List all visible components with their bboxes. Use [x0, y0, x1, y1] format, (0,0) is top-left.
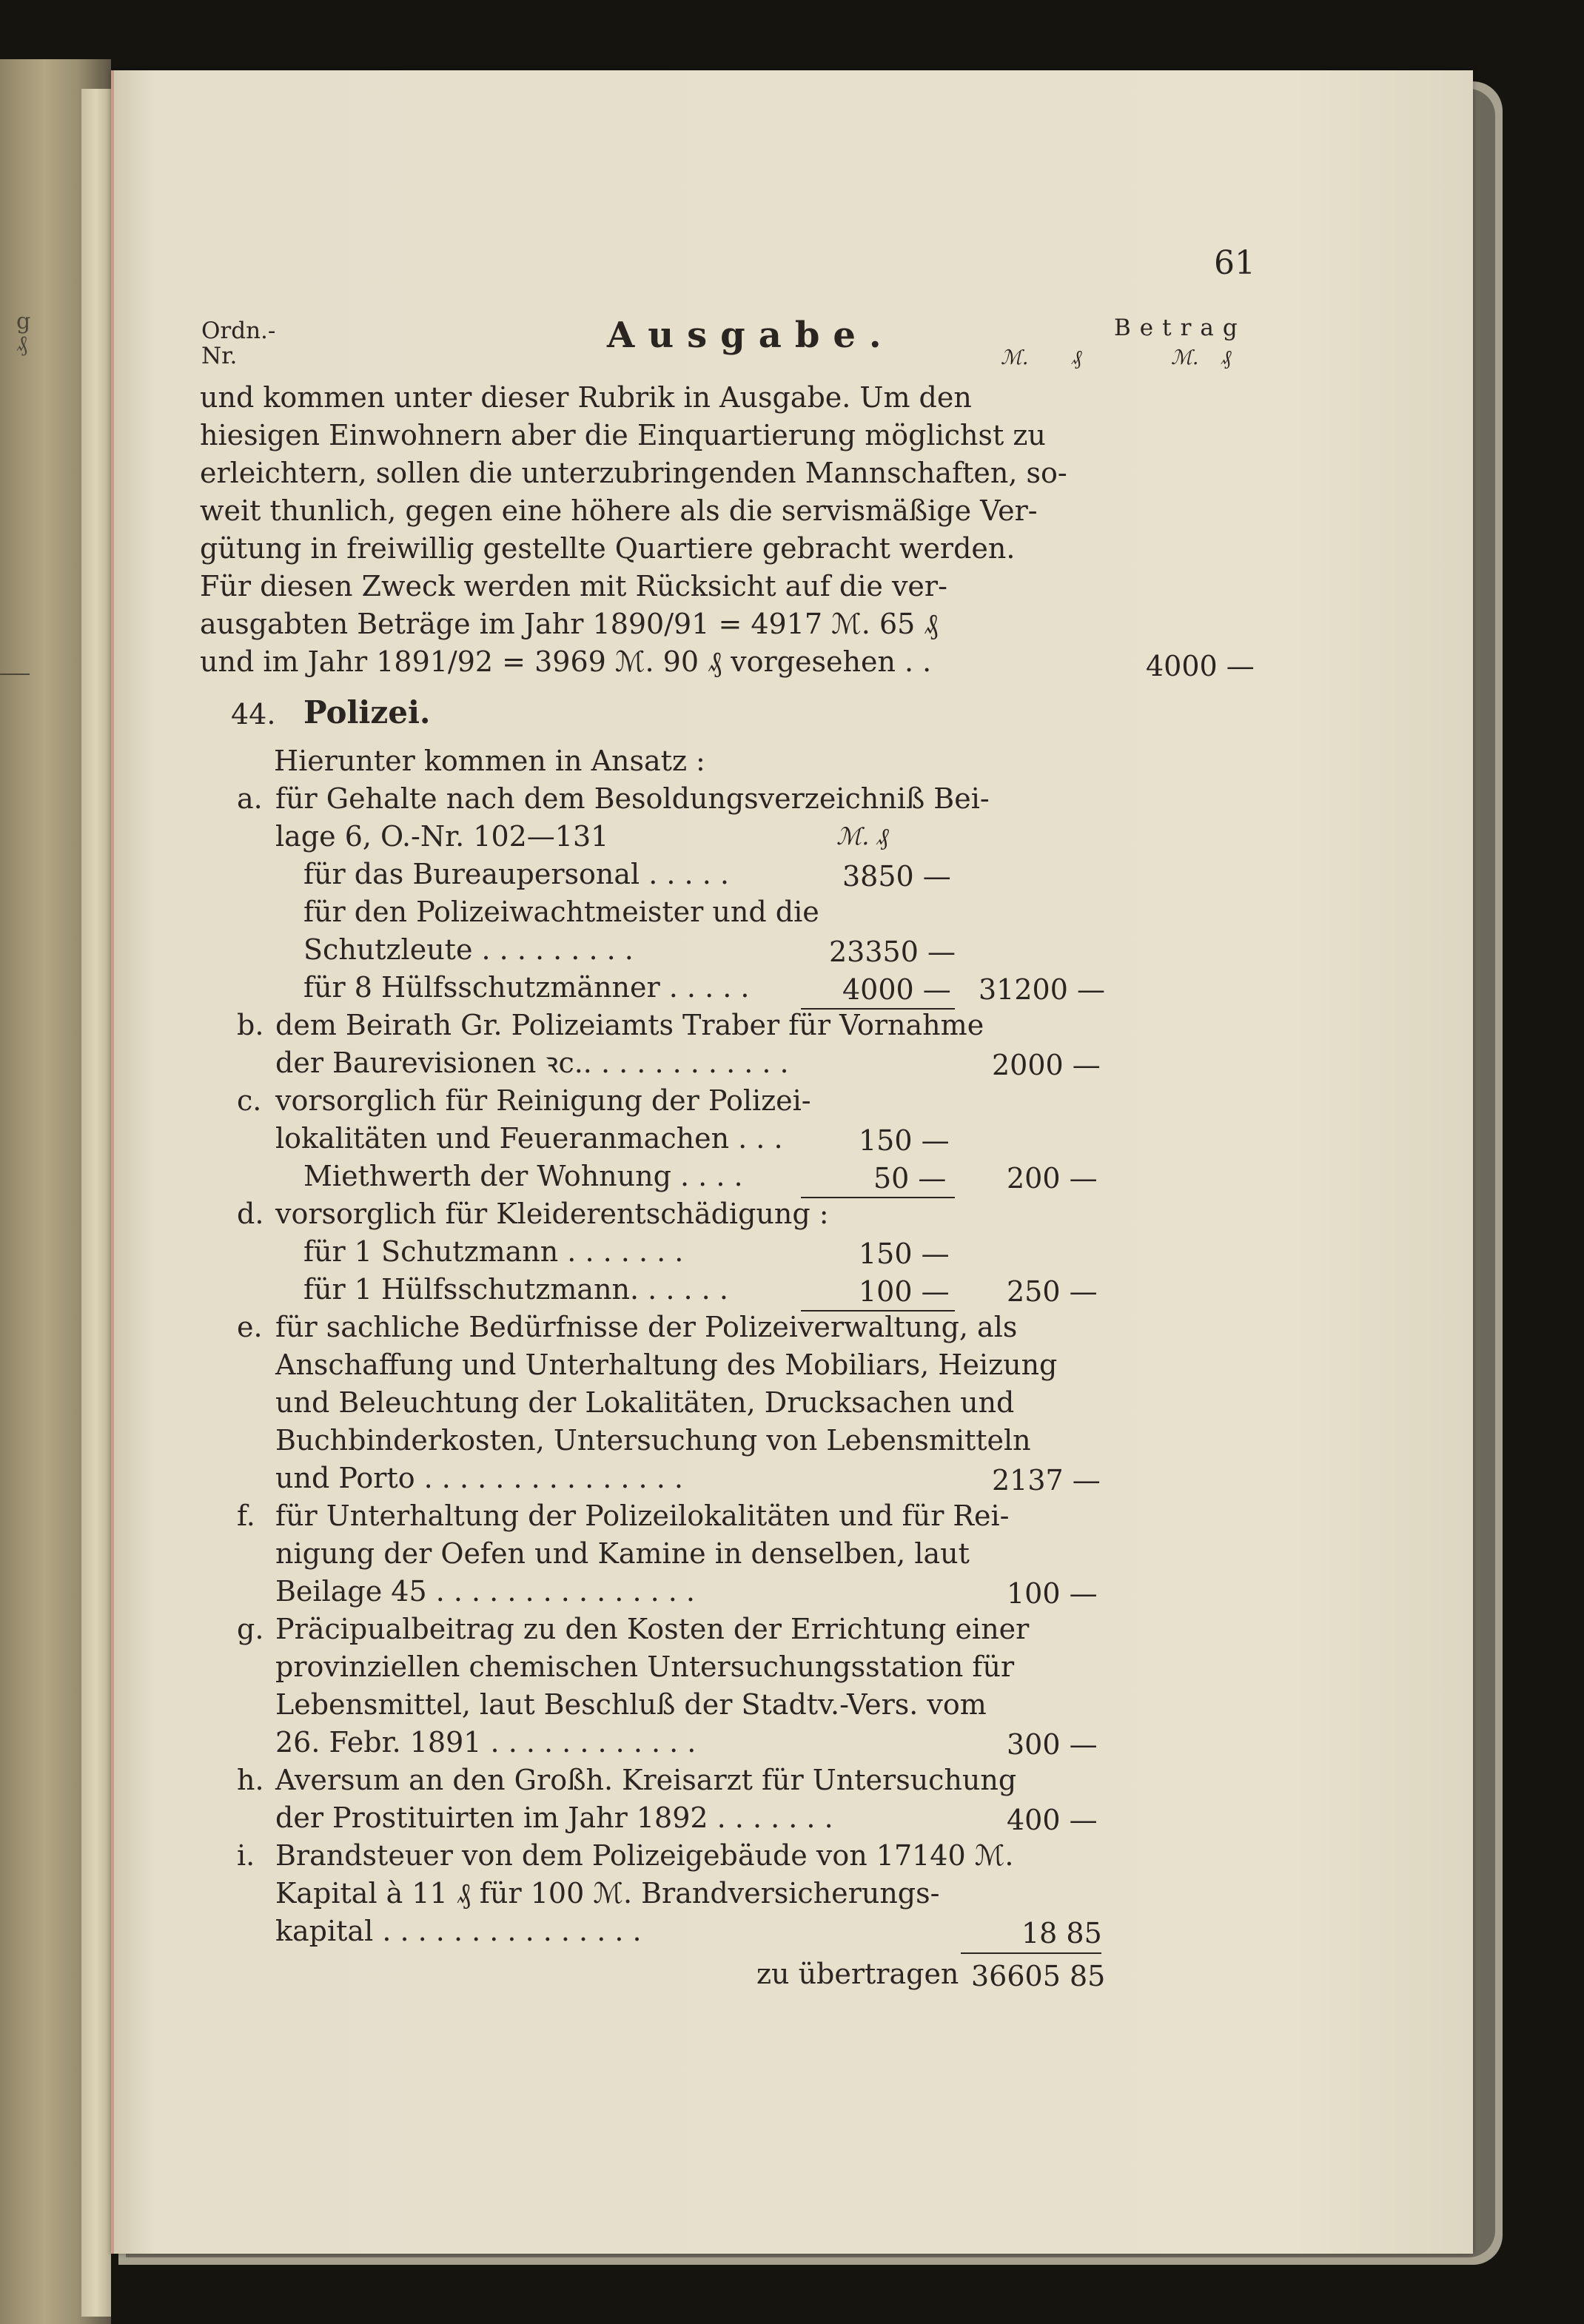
item-c-line2: lokalitäten und Feueranmachen . . . — [275, 1122, 783, 1155]
item-a-total: 31200 — — [979, 973, 1105, 1006]
item-a-sub3-amount: 4000 — — [842, 973, 951, 1006]
item-h-line1: Aversum an den Großh. Kreisarzt für Untersuchung — [275, 1764, 1017, 1796]
item-b-total: 2000 — — [992, 1049, 1101, 1081]
mark-unit-2: ℳ. — [1171, 346, 1199, 369]
item-a-letter: a. — [237, 782, 263, 815]
item-f-letter: f. — [237, 1499, 255, 1532]
item-a-sub1-amount: 3850 — — [842, 860, 951, 893]
section-title: Polizei. — [303, 694, 431, 731]
item-c-sub1-amount: 150 — — [859, 1124, 950, 1157]
margin-marks: g ₰ — [16, 309, 31, 357]
item-h-line2: der Prostituirten im Jahr 1892 . . . . . . . — [275, 1801, 833, 1834]
ordn-label-line1: Ordn.- — [201, 318, 276, 344]
item-f-total: 100 — — [1007, 1577, 1098, 1610]
item-a-sub2-amount: 23350 — — [829, 936, 956, 968]
pfennig-unit-1: ₰ — [1072, 346, 1082, 369]
page-title: Ausgabe. — [607, 315, 895, 356]
item-f-line2: nigung der Oefen und Kamine in denselben, laut — [275, 1537, 970, 1570]
item-c-letter: c. — [237, 1084, 262, 1117]
item-i-total: 18 85 — [1021, 1917, 1102, 1949]
item-b-line2: der Baurevisionen ꝛc.. . . . . . . . . . . . — [275, 1047, 789, 1079]
item-a-sub2-label1: für den Polizeiwachtmeister und die — [303, 896, 819, 928]
mark-unit-1: ℳ. — [1001, 346, 1029, 369]
ordn-header — [201, 318, 275, 369]
item-i-line3: kapital . . . . . . . . . . . . . . . — [275, 1915, 642, 1947]
intro-line-2: hiesigen Einwohnern aber die Einquartierung möglichst zu — [200, 419, 1046, 451]
betrag-header: Betrag — [1114, 315, 1246, 341]
item-c-total: 200 — — [1007, 1162, 1098, 1195]
item-g-line2: provinziellen chemischen Untersuchungsstation für — [275, 1650, 1015, 1683]
item-g-line4: 26. Febr. 1891 . . . . . . . . . . . . — [275, 1726, 697, 1759]
pfennig-unit-2: ₰ — [1221, 346, 1232, 369]
item-g-total: 300 — — [1007, 1728, 1098, 1761]
item-c-sub2-amount: 50 — — [873, 1162, 947, 1195]
item-g-letter: g. — [237, 1613, 264, 1645]
item-a-line1: für Gehalte nach dem Besoldungsverzeichniß Bei- — [275, 782, 990, 815]
item-d-sub2-label: für 1 Hülfsschutzmann. . . . . . — [303, 1273, 728, 1306]
margin-rule — [0, 674, 30, 675]
item-e-letter: e. — [237, 1311, 263, 1343]
item-i-line1: Brandsteuer von dem Polizeigebäude von 17140 ℳ. — [275, 1839, 1014, 1872]
item-a-sub1-label: für das Bureaupersonal . . . . . — [303, 858, 729, 890]
item-d-total: 250 — — [1007, 1275, 1098, 1308]
section-intro: Hierunter kommen in Ansatz : — [274, 745, 705, 777]
item-g-line1: Präcipualbeitrag zu den Kosten der Errichtung einer — [275, 1613, 1030, 1645]
item-d-sub2-amount: 100 — — [859, 1275, 950, 1308]
item-h-letter: h. — [237, 1764, 264, 1796]
item-e-total: 2137 — — [992, 1464, 1101, 1497]
item-e-line2: Anschaffung und Unterhaltung des Mobiliars, Heizung — [275, 1349, 1058, 1381]
item-f-line1: für Unterhaltung der Polizeilokalitäten und für Rei- — [275, 1499, 1010, 1532]
item-f-line3: Beilage 45 . . . . . . . . . . . . . . . — [275, 1575, 695, 1608]
page-number: 61 — [1214, 244, 1255, 282]
item-e-line3: und Beleuchtung der Lokalitäten, Drucksachen und — [275, 1386, 1015, 1419]
intro-line-7: ausgabten Beträge im Jahr 1890/91 = 4917 ℳ. 65 ₰ — [200, 608, 939, 640]
intro-line-6: Für diesen Zweck werden mit Rücksicht auf die ver- — [200, 570, 947, 602]
section-number: 44. — [231, 698, 276, 731]
item-i-letter: i. — [237, 1839, 255, 1872]
intro-line-5: gütung in freiwillig gestellte Quartiere gebracht werden. — [200, 532, 1016, 565]
intro-line-4: weit thunlich, gegen eine höhere als die servismäßige Ver- — [200, 494, 1038, 527]
item-c-line1: vorsorglich für Reinigung der Polizei- — [275, 1084, 811, 1117]
item-c-sub2-label: Miethwerth der Wohnung . . . . — [303, 1160, 743, 1192]
item-d-sub1-label: für 1 Schutzmann . . . . . . . — [303, 1235, 684, 1268]
item-a-sub2-label2: Schutzleute . . . . . . . . . — [303, 933, 634, 966]
item-d-line1: vorsorglich für Kleiderentschädigung : — [275, 1198, 829, 1230]
item-d-letter: d. — [237, 1198, 264, 1230]
item-h-total: 400 — — [1007, 1804, 1098, 1836]
item-e-line5: und Porto . . . . . . . . . . . . . . . — [275, 1462, 683, 1494]
carry-total: 36605 85 — [971, 1960, 1106, 1992]
intro-line-8: und im Jahr 1891/92 = 3969 ℳ. 90 ₰ vorgesehen . . — [200, 645, 932, 678]
item-d-sub1-amount: 150 — — [859, 1237, 950, 1270]
intro-total: 4000 — — [1146, 650, 1255, 682]
item-e-line1: für sachliche Bedürfnisse der Polizeiverwaltung, als — [275, 1311, 1018, 1343]
item-e-line4: Buchbinderkosten, Untersuchung von Lebensmitteln — [275, 1424, 1031, 1457]
item-a-units: ℳ. ₰ — [836, 822, 889, 850]
item-b-line1: dem Beirath Gr. Polizeiamts Traber für Vornahme — [275, 1009, 984, 1041]
gutter-line — [111, 70, 114, 2254]
item-g-line3: Lebensmittel, laut Beschluß der Stadtv.-Vers. vom — [275, 1688, 987, 1721]
item-b-letter: b. — [237, 1009, 264, 1041]
carry-label: zu übertragen — [756, 1958, 959, 1990]
item-a-sub3-label: für 8 Hülfsschutzmänner . . . . . — [303, 971, 750, 1004]
carry-sum-rule — [961, 1952, 1101, 1954]
book-cover-edge — [81, 89, 111, 2317]
ordn-label-line2: Nr. — [201, 343, 238, 369]
item-a-line2: lage 6, O.-Nr. 102—131 — [275, 820, 609, 853]
item-i-line2: Kapital à 11 ₰ für 100 ℳ. Brandversicherungs- — [275, 1877, 940, 1910]
intro-line-3: erleichtern, sollen die unterzubringenden Mannschaften, so- — [200, 457, 1067, 489]
intro-line-1: und kommen unter dieser Rubrik in Ausgabe. Um den — [200, 381, 972, 414]
